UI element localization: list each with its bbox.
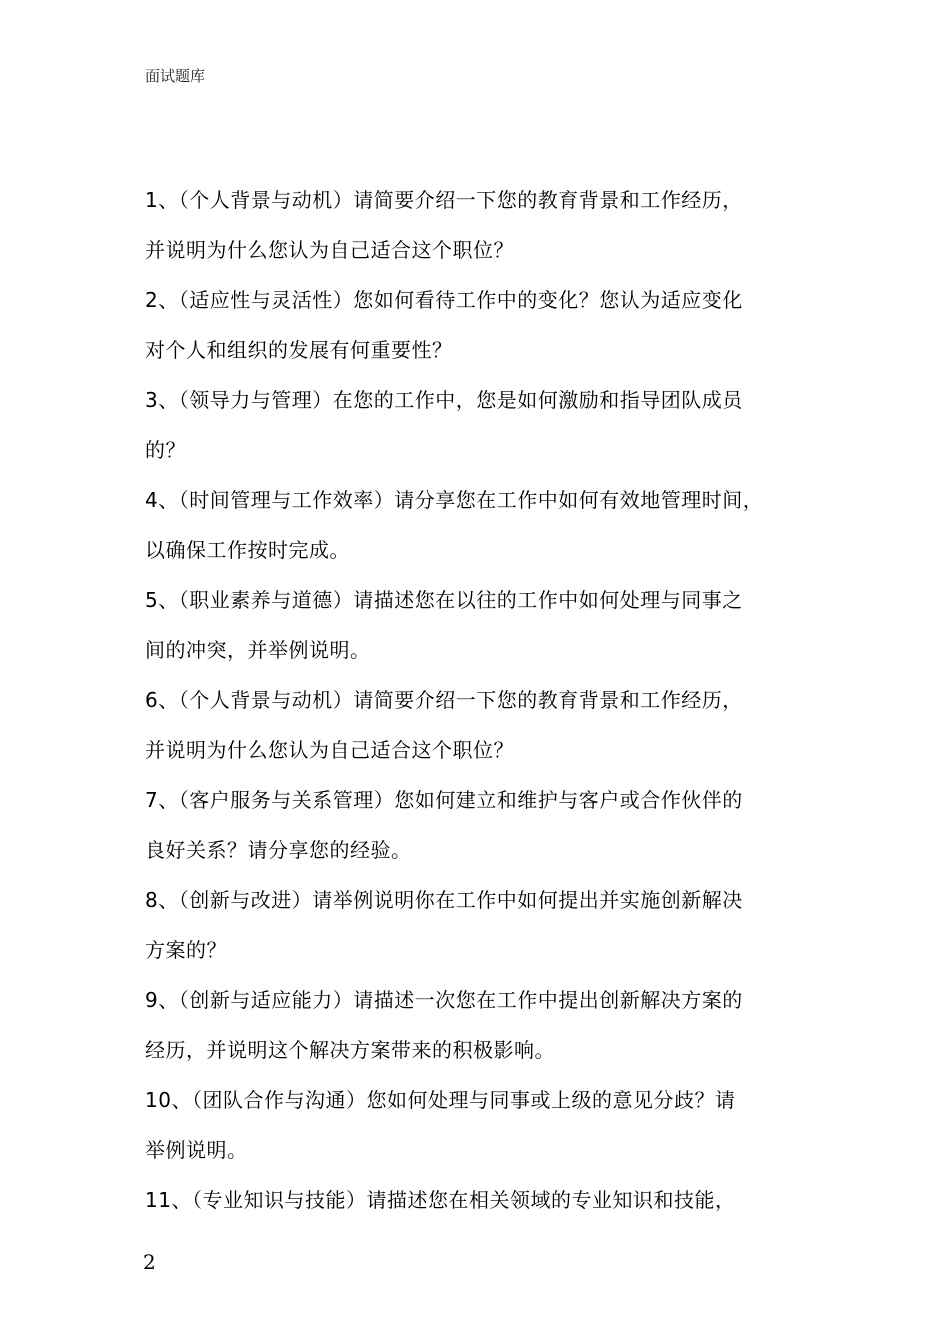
question-1-line-1: 1、（个人背景与动机）请简要介绍一下您的教育背景和工作经历， bbox=[145, 188, 743, 212]
question-7-line-2: 良好关系？请分享您的经验。 bbox=[145, 838, 412, 862]
question-3-line-1: 3、（领导力与管理）在您的工作中，您是如何激励和指导团队成员 bbox=[145, 388, 743, 412]
question-6-line-2: 并说明为什么您认为自己适合这个职位？ bbox=[145, 738, 514, 762]
question-4-line-1: 4、（时间管理与工作效率）请分享您在工作中如何有效地管理时间， bbox=[145, 488, 764, 512]
question-list bbox=[145, 182, 825, 1232]
question-2-line-1: 2、（适应性与灵活性）您如何看待工作中的变化？您认为适应变化 bbox=[145, 288, 743, 312]
question-2-line-2: 对个人和组织的发展有何重要性？ bbox=[145, 338, 453, 362]
question-3-line-2: 的？ bbox=[145, 438, 186, 462]
question-8-line-1: 8、（创新与改进）请举例说明你在工作中如何提出并实施创新解决 bbox=[145, 888, 743, 912]
question-6-line-1: 6、（个人背景与动机）请简要介绍一下您的教育背景和工作经历， bbox=[145, 688, 743, 712]
question-10-line-2: 举例说明。 bbox=[145, 1138, 248, 1162]
question-9-line-2: 经历，并说明这个解决方案带来的积极影响。 bbox=[145, 1038, 555, 1062]
question-11-line-1: 11、（专业知识与技能）请描述您在相关领域的专业知识和技能， bbox=[145, 1188, 736, 1212]
question-8-line-2: 方案的？ bbox=[145, 938, 227, 962]
question-5-line-2: 间的冲突，并举例说明。 bbox=[145, 638, 371, 662]
question-7-line-1: 7、（客户服务与关系管理）您如何建立和维护与客户或合作伙伴的 bbox=[145, 788, 743, 812]
question-9-line-1: 9、（创新与适应能力）请描述一次您在工作中提出创新解决方案的 bbox=[145, 988, 743, 1012]
question-1-line-2: 并说明为什么您认为自己适合这个职位？ bbox=[145, 238, 514, 262]
page-number: 2 bbox=[143, 1250, 156, 1274]
question-10-line-1: 10、（团队合作与沟通）您如何处理与同事或上级的意见分歧？请 bbox=[145, 1088, 736, 1112]
question-4-line-2: 以确保工作按时完成。 bbox=[145, 538, 350, 562]
question-5-line-1: 5、（职业素养与道德）请描述您在以往的工作中如何处理与同事之 bbox=[145, 588, 743, 612]
page-header-title: 面试题库 bbox=[145, 67, 206, 85]
